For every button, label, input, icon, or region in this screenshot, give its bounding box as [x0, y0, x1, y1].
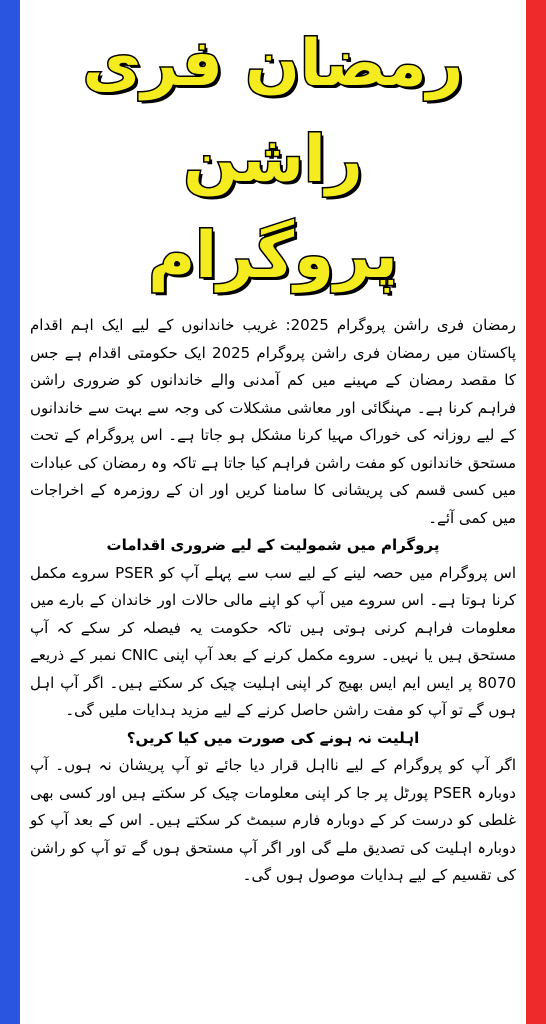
left-border-stripe	[0, 0, 20, 1024]
paragraph-intro: رمضان فری راشن پروگرام 2025: غریب خاندانوں کے لیے ایک اہم اقدام پاکستان میں رمضان فری راشن پروگرام 2025 ایک حکومتی اقدام ہے جس کا مقصد رمضان کے مہینے میں کم آمدنی والے خاندانوں کو ضروری راشن فراہم کرنا ہے۔ مہنگائی اور معاشی مشکلات کی وجہ سے بہت سے خاندانوں کے لیے روزانہ کی خوراک مہیا کرنا مشکل ہو جاتا ہے۔ اس پروگرام کے تحت مستحق خاندانوں کو مفت راشن فراہم کیا جاتا ہے تاکہ وہ رمضان کی عبادات میں کسی قسم کی پریشانی کا سامنا کریں اور ان کے روزمرہ کے اخراجات میں کمی آئے۔	[30, 316, 516, 527]
heading-ineligible: اہلیت نہ ہونے کی صورت میں کیا کریں؟	[126, 728, 420, 747]
article-container	[20, 0, 526, 1024]
title-line-2: پروگرام	[148, 219, 398, 293]
right-border-stripe	[526, 0, 546, 1024]
paragraph-steps: اس پروگرام میں حصہ لینے کے لیے سب سے پہلے آپ کو PSER سروے مکمل کرنا ہوتا ہے۔ اس سروے میں آپ کو اپنے مالی حالات اور خاندان کے بارے میں معلومات فراہم کرنی ہوتی ہیں تاکہ حکومت یہ فیصلہ کر سکے کہ آپ مستحق ہیں یا نہیں۔ سروے مکمل کرنے کے بعد آپ اپنی CNIC نمبر کے ذریعے 8070 پر ایس ایم ایس بھیج کر اپنی اہلیت چیک کر سکتے ہیں۔ اگر آپ اہل ہوں گے تو آپ کو مفت راشن حاصل کرنے کے لیے مزید ہدایات ملیں گی۔	[30, 563, 517, 719]
article-body	[20, 304, 526, 890]
heading-steps: پروگرام میں شمولیت کے لیے ضروری اقدامات	[106, 536, 440, 554]
paragraph-ineligible: اگر آپ کو پروگرام کے لیے نااہل قرار دیا جائے تو آپ پریشان نہ ہوں۔ آپ دوبارہ PSER پورٹل پر جا کر اپنی معلومات چیک کر سکتے ہیں اور کسی بھی غلطی کو درست کر کے دوبارہ فارم سبمٹ کر سکتے ہیں۔ اس کے بعد آپ کو دوبارہ اہلیت کی تصدیق ملے گی اور اگر آپ مستحق ہوں گے تو آپ کو راشن کی تقسیم کے لیے ہدایات موصول ہوں گی۔	[30, 756, 516, 884]
title-line-1: رمضان فری راشن	[82, 27, 464, 197]
